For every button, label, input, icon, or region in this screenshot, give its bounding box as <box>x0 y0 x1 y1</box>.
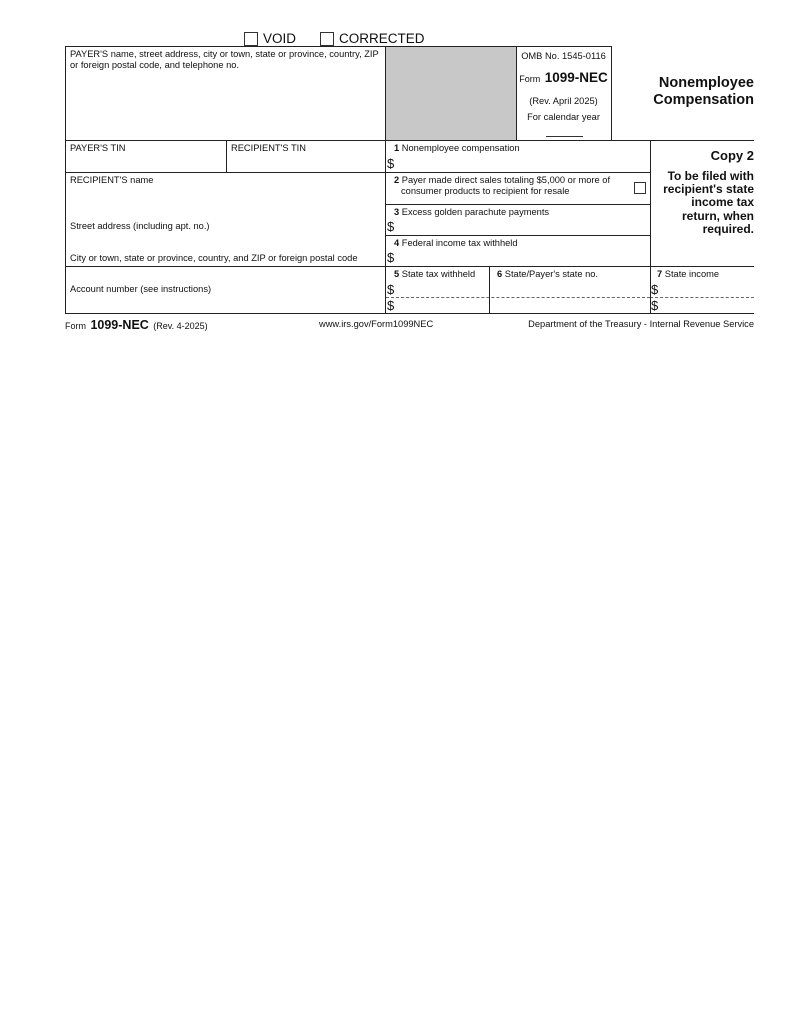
box5-label <box>394 269 475 280</box>
box4-number: 4 <box>394 238 400 248</box>
box7-text: State income <box>664 269 720 279</box>
copy-line1: To be filed with <box>667 169 754 183</box>
footer-form-prefix: Form <box>65 321 86 331</box>
corrected-label: CORRECTED <box>339 31 425 46</box>
box6-number: 6 <box>497 269 503 279</box>
box3-number: 3 <box>394 207 400 217</box>
corrected-checkbox[interactable] <box>320 32 334 46</box>
box5-text: State tax withheld <box>401 269 476 279</box>
shaded-box <box>386 47 516 140</box>
account-number-label: Account number (see instructions) <box>70 284 212 294</box>
form-title-line2: Compensation <box>653 92 754 108</box>
box6-field-row2[interactable] <box>491 298 649 312</box>
box3-text: Excess golden parachute payments <box>401 207 550 217</box>
copy-line5: required. <box>702 221 754 236</box>
calendar-year-blank[interactable] <box>546 136 583 137</box>
copy-line2: recipient's state <box>663 182 754 197</box>
box2-number: 2 <box>394 175 400 185</box>
city-label: City or town, state or province, country, and ZIP or foreign postal code <box>70 253 358 263</box>
box2-label <box>394 175 610 186</box>
row-line-box3-top <box>386 204 650 205</box>
box7-label <box>657 269 719 280</box>
footer-form-name: 1099-NEC <box>90 318 149 332</box>
copy-instructions <box>651 170 754 236</box>
payer-tin-field[interactable] <box>66 155 225 171</box>
footer-url: www.irs.gov/Form1099NEC <box>319 319 434 329</box>
row-line-box7-top <box>650 266 754 267</box>
box6-field-row1[interactable] <box>491 282 649 296</box>
footer-revision: (Rev. 4-2025) <box>153 321 208 331</box>
box7-field-row1[interactable] <box>662 282 753 296</box>
form-title-line1: Nonemployee <box>658 75 754 91</box>
box7-dollar-row2: $ <box>651 298 659 313</box>
form-top-border <box>65 46 611 47</box>
street-address-field[interactable] <box>66 234 384 248</box>
box1-field[interactable] <box>398 156 648 171</box>
payer-block-label: PAYER'S name, street address, city or town, state or province, country, ZIP or foreign postal code, and telephone no. <box>70 49 379 70</box>
omb-number: OMB No. 1545-0116 <box>521 51 606 61</box>
footer-form-id <box>65 316 208 334</box>
recipient-tin-label: RECIPIENT'S TIN <box>231 143 306 153</box>
row-line-account-top <box>65 266 650 267</box>
account-number-field[interactable] <box>66 297 384 312</box>
payer-tin-label: PAYER'S TIN <box>70 143 126 153</box>
omb-form-prefix: Form <box>519 74 541 84</box>
box2-text-line2: consumer products to recipient for resale <box>401 186 570 196</box>
box1-number: 1 <box>394 143 400 153</box>
box7-dollar-row1: $ <box>651 282 659 297</box>
void-checkbox[interactable] <box>244 32 258 46</box>
box3-label <box>394 207 549 218</box>
box6-label <box>497 269 598 280</box>
payer-divider <box>385 46 386 313</box>
void-label: VOID <box>263 31 297 46</box>
footer-department: Department of the Treasury - Internal Revenue Service <box>528 319 754 329</box>
copy-line3: income tax <box>691 195 754 210</box>
omb-revision: (Rev. April 2025) <box>529 96 598 106</box>
omb-form-line <box>516 69 611 87</box>
omb-form-name: 1099-NEC <box>544 70 608 85</box>
box3-dollar: $ <box>387 219 395 234</box>
box5-field-row1[interactable] <box>398 282 488 296</box>
box7-field-row2[interactable] <box>662 298 753 312</box>
box4-label <box>394 238 518 249</box>
box5-dollar-row1: $ <box>387 282 395 297</box>
box1-label <box>394 143 520 154</box>
recipient-tin-field[interactable] <box>227 155 384 171</box>
box3-field[interactable] <box>398 219 648 234</box>
box5-6-divider <box>489 266 490 313</box>
box4-field[interactable] <box>398 250 648 265</box>
copy-line4: return, when <box>681 208 754 223</box>
copy-title: Copy 2 <box>710 148 754 163</box>
box6-text: State/Payer's state no. <box>504 269 599 279</box>
box2-checkbox[interactable] <box>634 182 646 194</box>
omb-calendar-year: For calendar year <box>527 112 600 122</box>
row-line-box4-top <box>386 235 650 236</box>
row-line-recipient-top <box>65 172 650 173</box>
form-bottom-border <box>65 313 754 314</box>
box4-text: Federal income tax withheld <box>401 238 518 248</box>
box1-dollar: $ <box>387 156 395 171</box>
box4-dollar: $ <box>387 250 395 265</box>
box5-dollar-row2: $ <box>387 298 395 313</box>
box2-text-line1: Payer made direct sales totaling $5,000 or more of <box>401 175 611 185</box>
form-title <box>611 75 754 109</box>
box5-field-row2[interactable] <box>398 298 488 312</box>
box7-number: 7 <box>657 269 663 279</box>
recipient-name-field[interactable] <box>66 188 384 216</box>
box1-text: Nonemployee compensation <box>401 143 520 153</box>
recipient-name-label: RECIPIENT'S name <box>70 175 154 185</box>
box5-number: 5 <box>394 269 400 279</box>
street-address-label: Street address (including apt. no.) <box>70 221 210 231</box>
form-left-border <box>65 46 66 313</box>
